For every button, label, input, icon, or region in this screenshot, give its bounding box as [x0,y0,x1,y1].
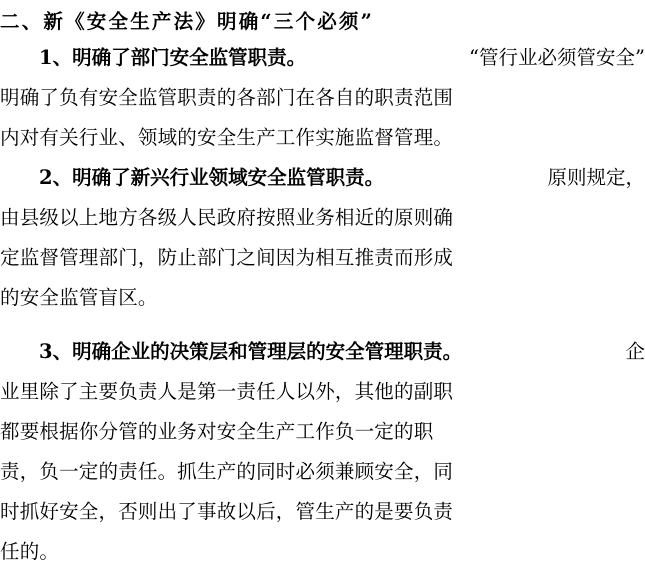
paragraph-1-line-3: 内对有关行业、领域的安全生产工作实施监督管理。 [0,126,454,149]
paragraph-2-line-4: 的安全监管盲区。 [0,286,158,309]
paragraph-3-line-4: 责，负一定的责任。抓生产的同时必须兼顾安全，同 [0,460,454,483]
paragraph-2-line-1 [0,158,645,198]
paragraph-3-line-6: 任的。 [0,540,60,563]
paragraph-3-line-2: 业里除了主要负责人是第一责任人以外，其他的副职 [0,380,454,403]
paragraph-1-quote: “管行业必须管安全” [469,46,645,69]
paragraph-1-line-1 [0,38,645,78]
paragraph-3-line-1 [0,332,645,372]
paragraph-3-intro: 企 [625,340,645,363]
paragraph-3-line-5: 时抓好安全，否则出了事故以后，管生产的是要负责 [0,500,454,523]
paragraph-1-line-2: 明确了负有安全监管职责的各部门在各自的职责范围 [0,86,454,109]
paragraph-2-title: 2、明确了新兴行业领域安全监管职责。 [39,166,385,189]
paragraph-3-line-3: 都要根据你分管的业务对安全生产工作负一定的职 [0,420,434,443]
paragraph-3-title: 3、明确企业的决策层和管理层的安全管理职责。 [39,340,463,363]
paragraph-2-intro: 原则规定， [547,166,645,189]
paragraph-2-line-2: 由县级以上地方各级人民政府按照业务相近的原则确 [0,206,454,229]
section-heading: 二、新《安全生产法》明确“三个必须” [0,10,375,33]
paragraph-1-title: 1、明确了部门安全监管职责。 [39,46,307,69]
paragraph-2-line-3: 定监督管理部门，防止部门之间因为相互推责而形成 [0,246,454,269]
